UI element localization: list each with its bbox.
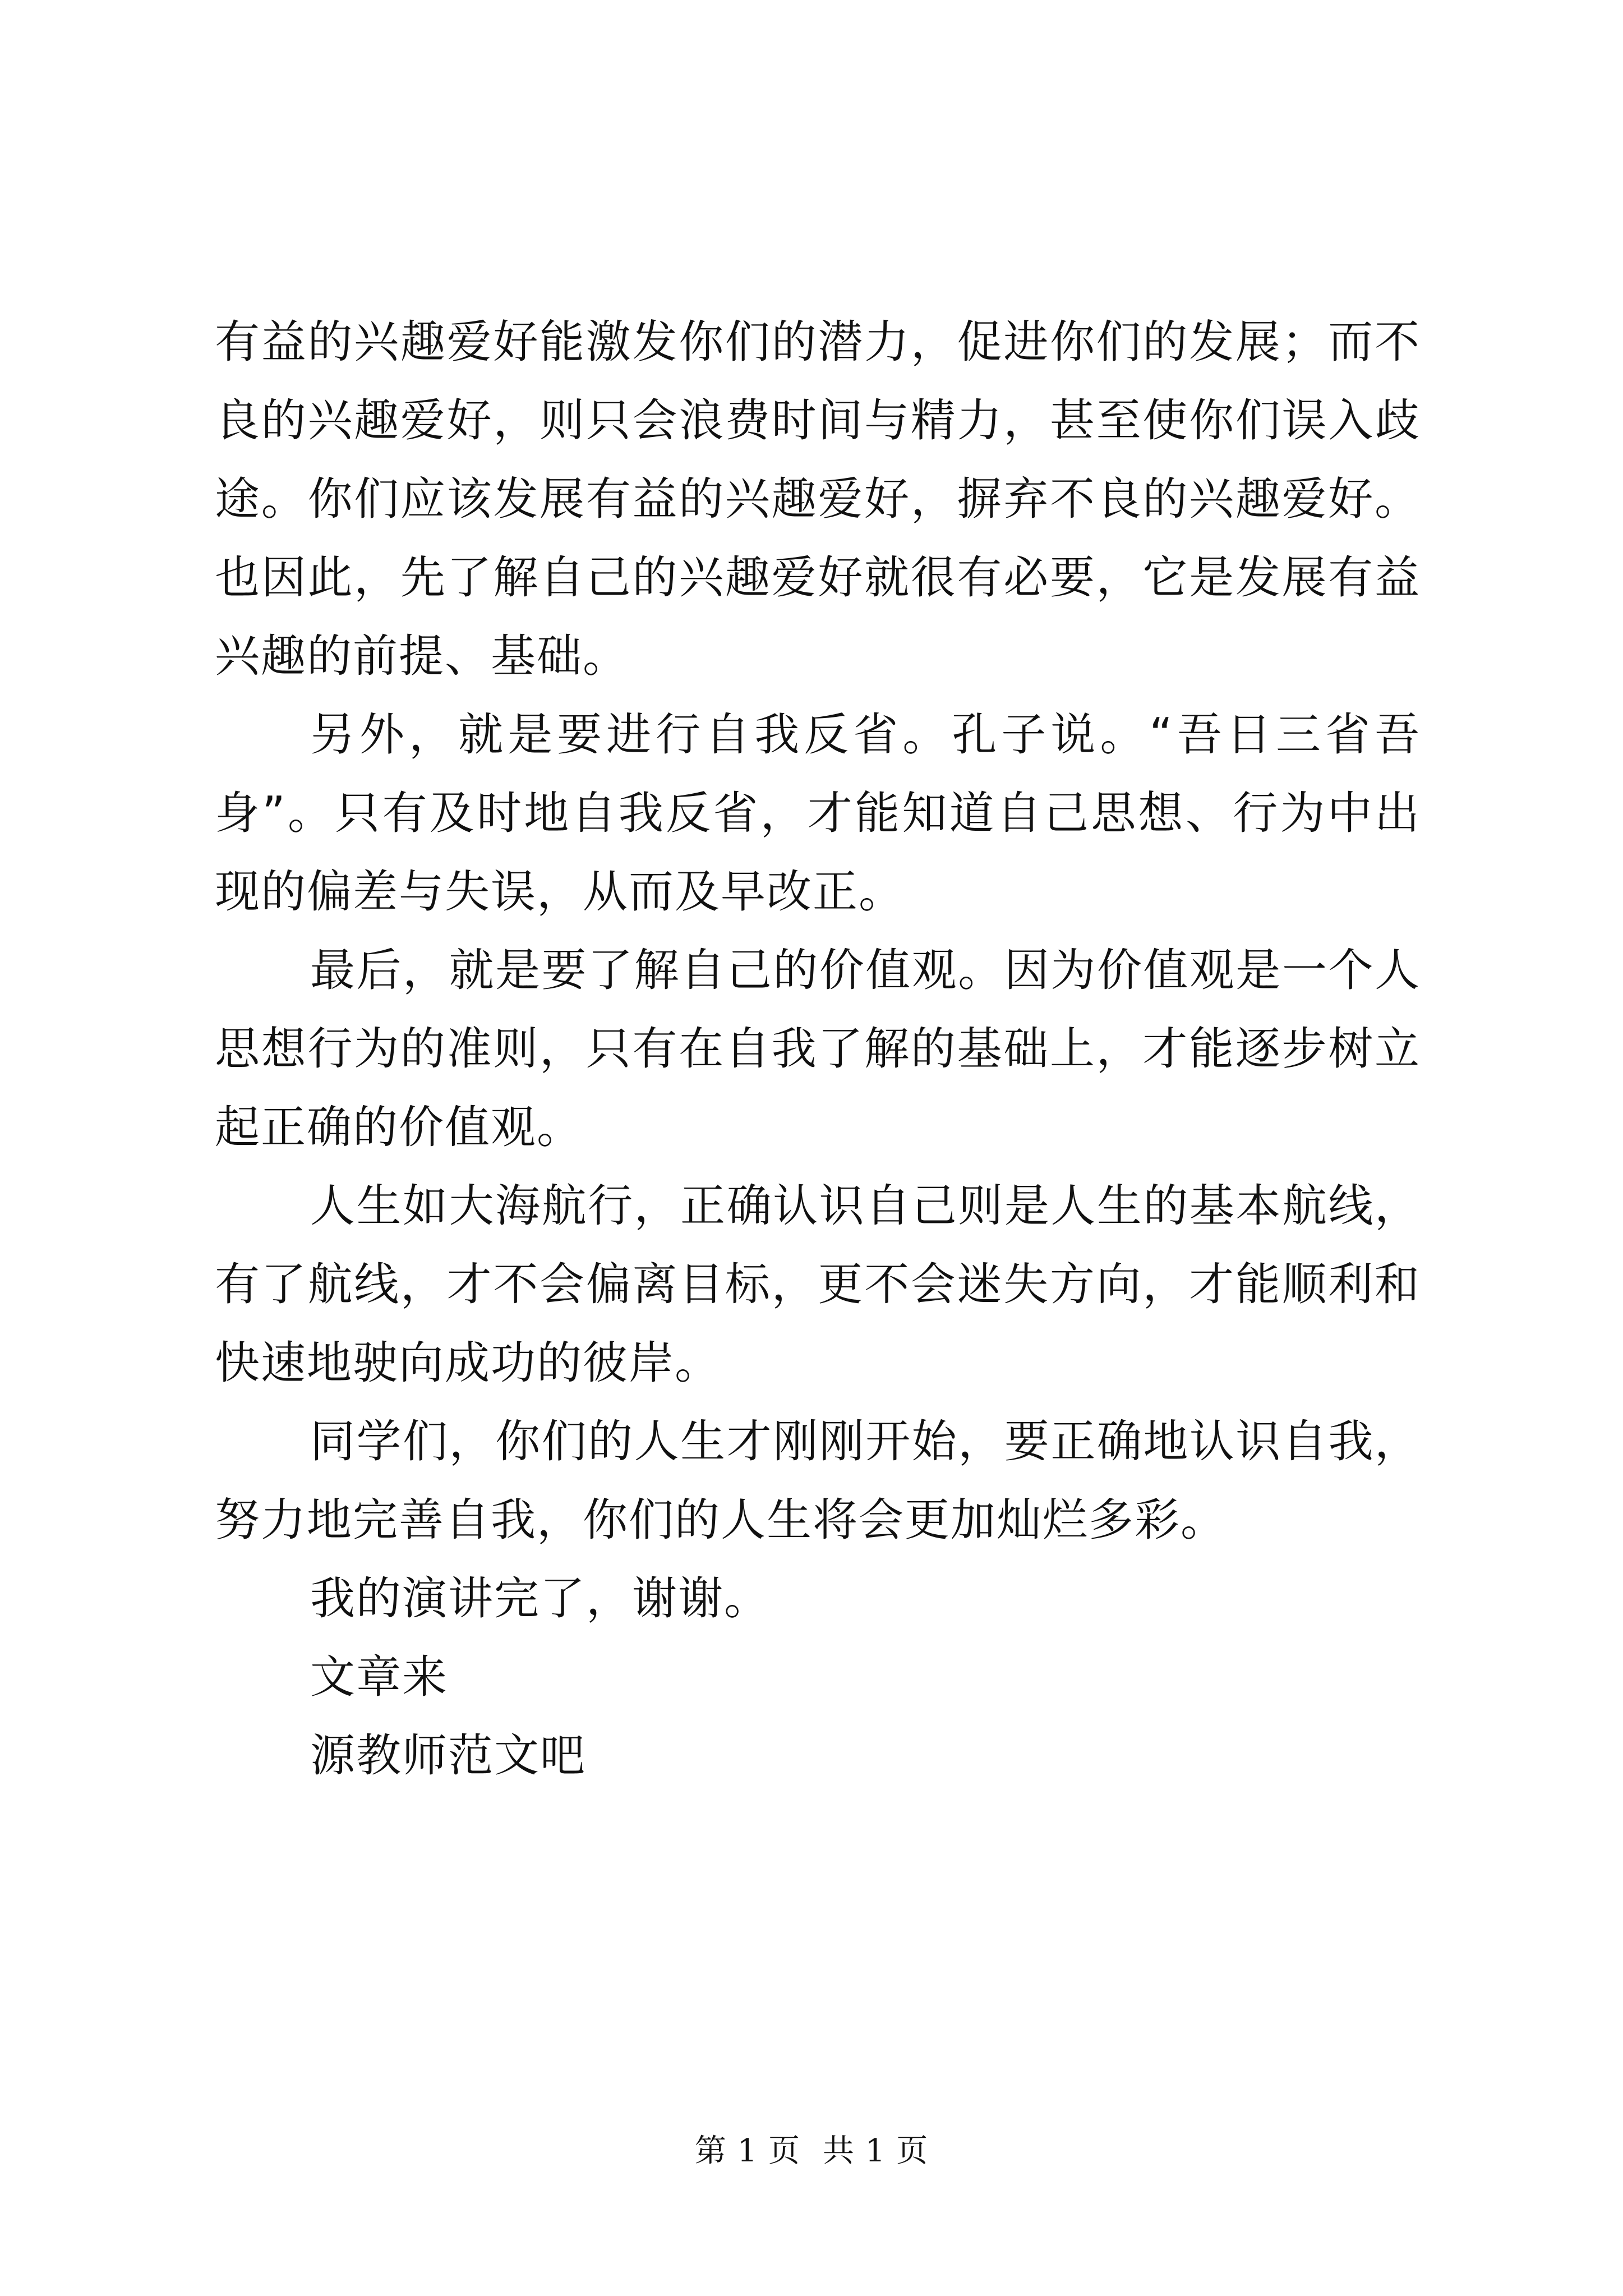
document-body [215, 303, 1421, 1795]
page-number-current: 第 1 页 [694, 2133, 800, 2169]
paragraph-life-voyage: 人生如大海航行，正确认识自己则是人生的基本航线，有了航线，才不会偏离目标，更不会迷失方向，才能顺利和快速地驶向成功的彼岸。 [215, 1180, 1421, 1389]
source-line-2: 源教师范文吧 [310, 1729, 586, 1782]
paragraph-closing-exhortation: 同学们，你们的人生才刚刚开始，要正确地认识自我，努力地完善自我，你们的人生将会更加灿烂多彩。 [215, 1415, 1421, 1546]
paragraph-self-reflection: 另外，就是要进行自我反省。孔子说。“吾日三省吾身”。只有及时地自我反省，才能知道自己思想、行为中出现的偏差与失误，从而及早改正。 [215, 708, 1421, 918]
page-number-total: 共 1 页 [823, 2133, 929, 2169]
paragraph-values: 最后，就是要了解自己的价值观。因为价值观是一个人思想行为的准则，只有在自我了解的基础上，才能逐步树立起正确的价值观。 [215, 944, 1421, 1153]
source-line-1: 文章来 [310, 1651, 448, 1703]
paragraph-thanks: 我的演讲完了，谢谢。 [310, 1572, 770, 1625]
page-footer [0, 2126, 1623, 2171]
paragraph-interests: 有益的兴趣爱好能激发你们的潜力，促进你们的发展；而不良的兴趣爱好，则只会浪费时间与精力，甚至使你们误入歧途。你们应该发展有益的兴趣爱好，摒弃不良的兴趣爱好。也因此，先了解自己的兴趣爱好就很有必要，它是发展有益兴趣的前提、基础。 [215, 316, 1421, 682]
